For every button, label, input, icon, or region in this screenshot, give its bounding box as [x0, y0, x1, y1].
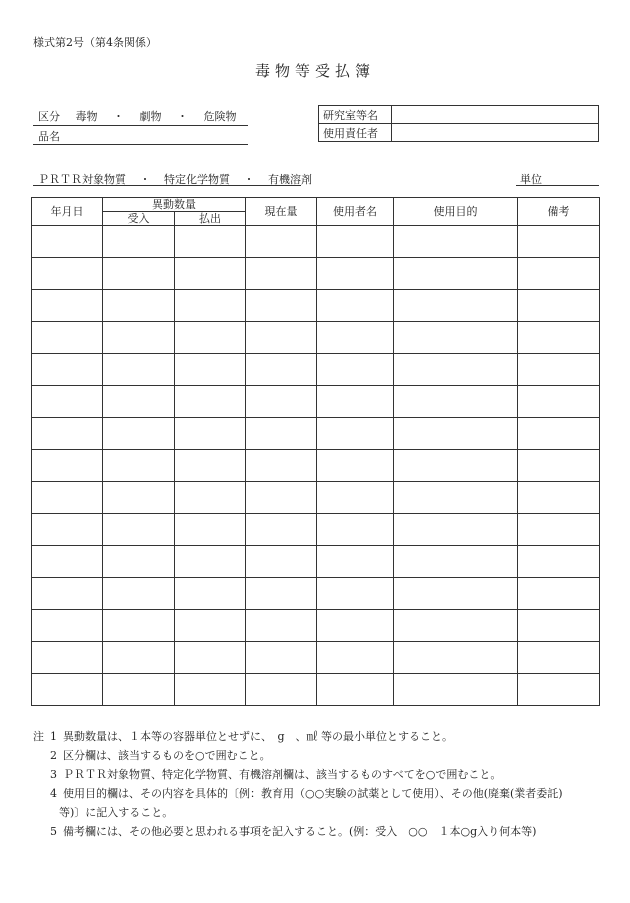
user-cell[interactable]	[317, 418, 394, 450]
remarks-cell[interactable]	[518, 354, 600, 386]
remarks-cell[interactable]	[518, 578, 600, 610]
user-cell[interactable]	[317, 386, 394, 418]
table-row	[32, 514, 600, 546]
notes-head: 注	[33, 730, 44, 743]
paid-out-cell[interactable]	[175, 450, 246, 482]
note-item: 2 区分欄は、該当するものを○で囲むこと。	[50, 749, 271, 762]
remarks-cell[interactable]	[518, 258, 600, 290]
purpose-cell[interactable]	[394, 354, 518, 386]
paid-out-cell[interactable]	[175, 546, 246, 578]
current-cell[interactable]	[246, 258, 317, 290]
user-cell[interactable]	[317, 610, 394, 642]
purpose-cell[interactable]	[394, 514, 518, 546]
paid-out-cell[interactable]	[175, 642, 246, 674]
header-current: 現在量	[246, 198, 317, 226]
user-cell[interactable]	[317, 482, 394, 514]
received-cell[interactable]	[103, 290, 175, 322]
notes	[33, 727, 563, 841]
paid-out-cell[interactable]	[175, 386, 246, 418]
ledger-table	[31, 197, 600, 706]
table-row	[32, 674, 600, 706]
paid-out-cell[interactable]	[175, 610, 246, 642]
remarks-cell[interactable]	[518, 418, 600, 450]
received-cell[interactable]	[103, 354, 175, 386]
received-cell[interactable]	[103, 482, 175, 514]
user-cell[interactable]	[317, 546, 394, 578]
date-cell[interactable]	[32, 226, 103, 258]
purpose-cell[interactable]	[394, 322, 518, 354]
received-cell[interactable]	[103, 610, 175, 642]
header-received: 受入	[103, 212, 175, 226]
remarks-cell[interactable]	[518, 450, 600, 482]
received-cell[interactable]	[103, 674, 175, 706]
paid-out-cell[interactable]	[175, 290, 246, 322]
current-cell[interactable]	[246, 322, 317, 354]
purpose-cell[interactable]	[394, 546, 518, 578]
user-cell[interactable]	[317, 322, 394, 354]
current-cell[interactable]	[246, 450, 317, 482]
table-row	[32, 450, 600, 482]
hinmei-label: 品名	[38, 130, 60, 143]
received-cell[interactable]	[103, 418, 175, 450]
kubun-option-geki[interactable]: 劇物	[139, 110, 162, 123]
paid-out-cell[interactable]	[175, 226, 246, 258]
purpose-cell[interactable]	[394, 578, 518, 610]
kubun-label: 区分	[38, 110, 60, 123]
current-cell[interactable]	[246, 610, 317, 642]
paid-out-cell[interactable]	[175, 322, 246, 354]
table-row	[32, 354, 600, 386]
user-cell[interactable]	[317, 514, 394, 546]
user-cell[interactable]	[317, 674, 394, 706]
received-cell[interactable]	[103, 578, 175, 610]
paid-out-cell[interactable]	[175, 418, 246, 450]
date-cell[interactable]	[32, 354, 103, 386]
table-row	[32, 546, 600, 578]
current-cell[interactable]	[246, 514, 317, 546]
remarks-cell[interactable]	[518, 674, 600, 706]
remarks-cell[interactable]	[518, 610, 600, 642]
unit-label: 単位	[520, 173, 542, 186]
page-title: 毒物等受払簿	[254, 62, 375, 80]
remarks-cell[interactable]	[518, 642, 600, 674]
note-item: 3 ＰＲＴＲ対象物質、特定化学物質、有機溶剤欄は、該当するものすべてを○で囲むこと。	[50, 768, 502, 781]
kubun-option-doku[interactable]: 毒物	[75, 110, 98, 123]
table-row	[32, 642, 600, 674]
user-cell[interactable]	[317, 354, 394, 386]
hinmei-underline[interactable]	[33, 144, 248, 145]
kubun-field	[38, 108, 249, 124]
remarks-cell[interactable]	[518, 226, 600, 258]
user-cell[interactable]	[317, 258, 394, 290]
kubun-underline	[33, 125, 248, 126]
received-cell[interactable]	[103, 258, 175, 290]
note-item: 5 備考欄には、その他必要と思われる事項を記入すること。(例：受入 ○○ １本○g入り何本等)	[50, 825, 537, 838]
ledger-body	[32, 226, 600, 706]
date-cell[interactable]	[32, 258, 103, 290]
current-cell[interactable]	[246, 546, 317, 578]
unit-underline[interactable]	[516, 185, 599, 186]
received-cell[interactable]	[103, 514, 175, 546]
date-cell[interactable]	[32, 322, 103, 354]
purpose-cell[interactable]	[394, 482, 518, 514]
user-cell[interactable]	[317, 450, 394, 482]
received-cell[interactable]	[103, 546, 175, 578]
paid-out-cell[interactable]	[175, 674, 246, 706]
info-table	[318, 105, 599, 142]
current-cell[interactable]	[246, 290, 317, 322]
date-cell[interactable]	[32, 290, 103, 322]
manager-field[interactable]	[392, 124, 599, 142]
purpose-cell[interactable]	[394, 226, 518, 258]
paid-out-cell[interactable]	[175, 258, 246, 290]
header-change-qty: 異動数量	[103, 198, 246, 212]
header-user: 使用者名	[317, 198, 394, 226]
remarks-cell[interactable]	[518, 322, 600, 354]
note-item-continuation: 等)〕に記入すること。	[59, 806, 174, 819]
table-row	[32, 418, 600, 450]
current-cell[interactable]	[246, 482, 317, 514]
kubun-separator: ・	[177, 110, 188, 123]
purpose-cell[interactable]	[394, 290, 518, 322]
paid-out-cell[interactable]	[175, 514, 246, 546]
received-cell[interactable]	[103, 322, 175, 354]
paid-out-cell[interactable]	[175, 578, 246, 610]
user-cell[interactable]	[317, 642, 394, 674]
purpose-cell[interactable]	[394, 450, 518, 482]
current-cell[interactable]	[246, 226, 317, 258]
note-item: 注 1 異動数量は、１本等の容器単位とせずに、 g 、㎖ 等の最小単位とすること。	[33, 727, 563, 746]
yuki-option[interactable]: 有機溶剤	[268, 173, 312, 186]
date-cell[interactable]	[32, 514, 103, 546]
current-cell[interactable]	[246, 354, 317, 386]
user-cell[interactable]	[317, 290, 394, 322]
prtr-underline	[33, 185, 301, 186]
paid-out-cell[interactable]	[175, 482, 246, 514]
date-cell[interactable]	[32, 610, 103, 642]
remarks-cell[interactable]	[518, 482, 600, 514]
table-row	[32, 258, 600, 290]
header-purpose: 使用目的	[394, 198, 518, 226]
received-cell[interactable]	[103, 450, 175, 482]
purpose-cell[interactable]	[394, 674, 518, 706]
tokutei-option[interactable]: 特定化学物質	[164, 173, 230, 186]
table-row	[32, 578, 600, 610]
lab-name-label: 研究室等名	[319, 106, 392, 124]
current-cell[interactable]	[246, 418, 317, 450]
purpose-cell[interactable]	[394, 642, 518, 674]
user-cell[interactable]	[317, 578, 394, 610]
received-cell[interactable]	[103, 642, 175, 674]
purpose-cell[interactable]	[394, 610, 518, 642]
purpose-cell[interactable]	[394, 386, 518, 418]
date-cell[interactable]	[32, 450, 103, 482]
purpose-cell[interactable]	[394, 258, 518, 290]
header-remarks: 備考	[518, 198, 600, 226]
prtr-separator: ・	[243, 173, 255, 186]
remarks-cell[interactable]	[518, 386, 600, 418]
purpose-cell[interactable]	[394, 418, 518, 450]
table-row	[32, 610, 600, 642]
date-cell[interactable]	[32, 642, 103, 674]
kubun-separator: ・	[113, 110, 124, 123]
table-row	[32, 322, 600, 354]
table-row	[32, 482, 600, 514]
paid-out-cell[interactable]	[175, 354, 246, 386]
table-row	[32, 290, 600, 322]
date-cell[interactable]	[32, 546, 103, 578]
date-cell[interactable]	[32, 578, 103, 610]
prtr-option[interactable]: ＰＲＴＲ対象物質	[38, 173, 126, 186]
remarks-cell[interactable]	[518, 546, 600, 578]
date-cell[interactable]	[32, 482, 103, 514]
table-row	[32, 386, 600, 418]
table-row	[32, 226, 600, 258]
current-cell[interactable]	[246, 674, 317, 706]
received-cell[interactable]	[103, 226, 175, 258]
header-date: 年月日	[32, 198, 103, 226]
prtr-separator: ・	[139, 173, 151, 186]
manager-label: 使用責任者	[319, 124, 392, 142]
kubun-option-kiken[interactable]: 危険物	[203, 110, 237, 123]
header-paid-out: 払出	[175, 212, 246, 226]
date-cell[interactable]	[32, 674, 103, 706]
current-cell[interactable]	[246, 642, 317, 674]
current-cell[interactable]	[246, 386, 317, 418]
note-item: 4 使用目的欄は、その内容を具体的〔例：教育用（○○実験の試薬として使用）、その他(廃棄(業者委託)	[50, 787, 563, 800]
date-cell[interactable]	[32, 418, 103, 450]
user-cell[interactable]	[317, 226, 394, 258]
remarks-cell[interactable]	[518, 290, 600, 322]
current-cell[interactable]	[246, 578, 317, 610]
received-cell[interactable]	[103, 386, 175, 418]
remarks-cell[interactable]	[518, 514, 600, 546]
date-cell[interactable]	[32, 386, 103, 418]
form-number: 様式第2号（第4条関係）	[33, 36, 157, 49]
lab-name-field[interactable]	[392, 106, 599, 124]
